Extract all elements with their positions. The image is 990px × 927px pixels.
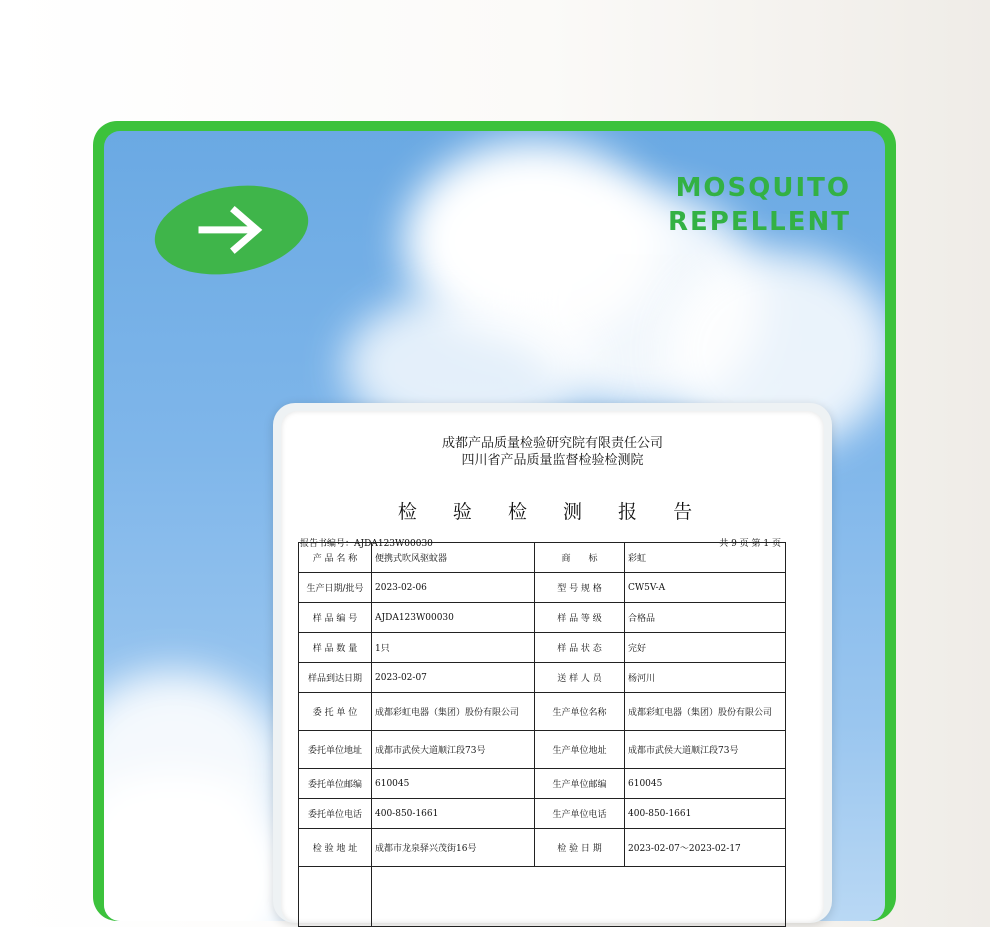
row-value: AJDA123W00030	[372, 603, 535, 633]
brand-line-2: REPELLENT	[668, 207, 851, 237]
row-value: 400-850-1661	[372, 799, 535, 829]
report-table	[298, 542, 786, 927]
row-value-2: 400-850-1661	[625, 799, 786, 829]
table-row	[299, 573, 786, 603]
brand-line-1: MOSQUITO	[675, 173, 851, 203]
row-label-2: 样 品 等 级	[535, 603, 625, 633]
org-name-line-1: 成都产品质量检验研究院有限责任公司	[441, 436, 663, 451]
row-label-2: 型 号 规 格	[535, 573, 625, 603]
row-value-2: 合格品	[625, 603, 786, 633]
empty-cell	[372, 867, 786, 927]
row-label: 检 验 地 址	[299, 829, 372, 867]
row-value: 1只	[372, 633, 535, 663]
right-arrow-icon	[197, 205, 267, 255]
table-row	[299, 603, 786, 633]
row-value: 成都市武侯大道顺江段73号	[372, 731, 535, 769]
row-value-2: 彩虹	[625, 543, 786, 573]
row-label-2: 生产单位邮编	[535, 769, 625, 799]
row-label: 委托单位电话	[299, 799, 372, 829]
row-value-2: CW5V-A	[625, 573, 786, 603]
row-value: 成都彩虹电器（集团）股份有限公司	[372, 693, 535, 731]
row-value-2: 成都市武侯大道顺江段73号	[625, 731, 786, 769]
table-row-empty	[299, 867, 786, 927]
empty-cell	[299, 867, 372, 927]
row-label-2: 送 样 人 员	[535, 663, 625, 693]
row-value-2: 成都彩虹电器（集团）股份有限公司	[625, 693, 786, 731]
report-title: 检 验 检 测 报 告	[397, 501, 708, 523]
row-label-2: 生产单位电话	[535, 799, 625, 829]
row-value-2: 610045	[625, 769, 786, 799]
row-label-2: 生产单位地址	[535, 731, 625, 769]
report-number-label: 报告书编号：	[300, 539, 355, 549]
page-info: 共 9 页 第 1 页	[719, 539, 781, 549]
table-row	[299, 799, 786, 829]
row-label: 生产日期/批号	[299, 573, 372, 603]
table-row	[299, 731, 786, 769]
report-number-value: AJDA123W00030	[354, 539, 433, 549]
row-value: 便携式吹风驱蚊器	[372, 543, 535, 573]
row-label-2: 样 品 状 态	[535, 633, 625, 663]
test-report-card	[273, 403, 832, 923]
row-value: 成都市龙泉驿兴茂街16号	[372, 829, 535, 867]
row-value: 610045	[372, 769, 535, 799]
row-label: 样品到达日期	[299, 663, 372, 693]
row-label-2: 商 标	[535, 543, 625, 573]
row-label: 委托单位地址	[299, 731, 372, 769]
row-value-2: 2023-02-07～2023-02-17	[625, 829, 786, 867]
table-row	[299, 663, 786, 693]
table-row	[299, 769, 786, 799]
table-row	[299, 543, 786, 573]
row-label: 产 品 名 称	[299, 543, 372, 573]
row-value-2: 完好	[625, 633, 786, 663]
brand-title	[668, 171, 851, 239]
row-label: 样 品 编 号	[299, 603, 372, 633]
table-row	[299, 829, 786, 867]
table-row	[299, 633, 786, 663]
row-value: 2023-02-06	[372, 573, 535, 603]
test-report-document	[281, 411, 824, 923]
org-name-line-2: 四川省产品质量监督检验检测院	[461, 453, 644, 468]
row-label: 样 品 数 量	[299, 633, 372, 663]
row-value: 2023-02-07	[372, 663, 535, 693]
row-label-2: 生产单位名称	[535, 693, 625, 731]
row-label: 委托单位邮编	[299, 769, 372, 799]
row-value-2: 杨河川	[625, 663, 786, 693]
row-label: 委 托 单 位	[299, 693, 372, 731]
table-row	[299, 693, 786, 731]
row-label-2: 检 验 日 期	[535, 829, 625, 867]
